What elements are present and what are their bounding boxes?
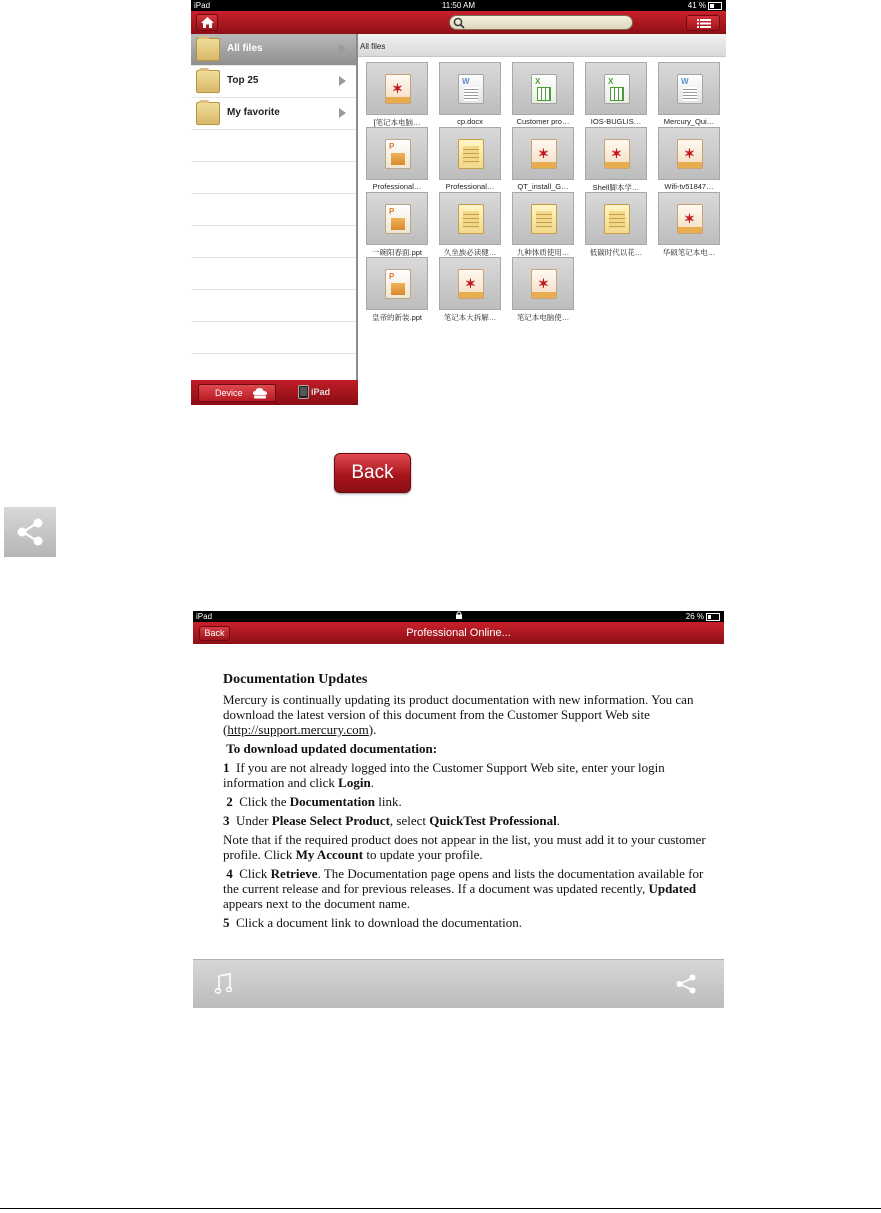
carrier-label: iPad — [196, 612, 213, 621]
step-text: . The Documentation page opens and lists the documentation available for the current release and for previous releases. If a document was updated recently, — [223, 866, 704, 896]
sidebar-item-all-files[interactable] — [191, 34, 356, 66]
sidebar — [191, 34, 358, 380]
note-text: to update your profile. — [363, 847, 483, 862]
back-button-label: Back — [351, 462, 394, 483]
file-name: Shell脚本学… — [592, 183, 640, 192]
step-text: Click a document link to download the documentation. — [236, 915, 522, 930]
step-bold: Updated — [648, 881, 697, 896]
doc-step-1 — [223, 760, 713, 790]
tab-ipad[interactable] — [298, 385, 330, 399]
list-view-button[interactable] — [686, 15, 720, 31]
file-tile[interactable] — [512, 257, 574, 323]
file-name: Professional… — [445, 182, 495, 191]
file-name: 一碗阳春面.ppt — [371, 248, 422, 257]
step-text: link. — [375, 794, 402, 809]
sidebar-empty-rows — [191, 130, 356, 386]
step-bold: QuickTest Professional — [429, 813, 557, 828]
file-thumbnail — [585, 192, 647, 245]
file-tile[interactable] — [512, 192, 574, 258]
pdf-file-icon: ✶ — [677, 204, 703, 234]
sidebar-empty-row — [191, 162, 356, 194]
step-text: , select — [389, 813, 430, 828]
file-thumbnail — [512, 257, 574, 310]
file-thumbnail — [512, 127, 574, 180]
file-tile[interactable] — [439, 257, 501, 323]
nav-back-label: Back — [204, 628, 225, 638]
pdf-file-icon: ✶ — [531, 269, 557, 299]
file-name: Customer pro… — [516, 117, 570, 126]
path-bar — [358, 34, 726, 57]
sidebar-empty-row — [191, 258, 356, 290]
step-bold: Login — [338, 775, 371, 790]
file-thumbnail — [439, 62, 501, 115]
doc-step-5 — [223, 915, 713, 930]
step-bold: Documentation — [289, 794, 376, 809]
battery-icon — [706, 613, 720, 621]
file-tile[interactable] — [366, 127, 428, 191]
doc-step-2 — [223, 794, 713, 809]
lock-icon — [193, 611, 724, 622]
search-input[interactable] — [449, 15, 633, 30]
note-file-icon — [458, 139, 484, 169]
source-tab-bar — [191, 380, 358, 405]
battery-icon — [708, 2, 722, 10]
document-title: Professional Online... — [406, 627, 511, 639]
file-name: 低碳时代以花… — [589, 248, 643, 257]
magnifier-icon — [453, 17, 465, 29]
cloud-drive-icon — [252, 387, 268, 399]
file-grid — [358, 57, 726, 405]
file-name: Wifi-tv51847… — [664, 182, 714, 191]
step-number: 2 — [226, 794, 233, 809]
step-number: 1 — [223, 760, 230, 775]
file-tile[interactable] — [439, 127, 501, 191]
step-number: 5 — [223, 915, 230, 930]
file-name: cp.docx — [457, 117, 483, 126]
doc-intro-end: ). — [368, 722, 377, 737]
file-thumbnail — [366, 192, 428, 245]
step-text: Click — [239, 866, 271, 881]
sidebar-item-label: My favorite — [227, 107, 280, 118]
file-thumbnail — [439, 192, 501, 245]
bottom-toolbar — [193, 959, 724, 1008]
note-file-icon — [531, 204, 557, 234]
file-tile[interactable] — [439, 192, 501, 258]
file-tile[interactable] — [585, 62, 647, 126]
sidebar-empty-row — [191, 322, 356, 354]
file-name: IOS-BUGLIS… — [590, 117, 642, 126]
tab-device-label: Device — [215, 388, 243, 398]
file-tile[interactable] — [585, 192, 647, 258]
path-label: All files — [360, 42, 386, 51]
step-text: . — [556, 813, 561, 828]
status-bar — [191, 0, 726, 11]
doc-step-3 — [223, 813, 713, 828]
doc-subheading-text: To download updated documentation: — [226, 741, 438, 756]
step-text: If you are not already logged into the Customer Support Web site, enter your login information and click — [223, 760, 665, 790]
file-name: 久坐族必读健… — [443, 248, 497, 257]
file-thumbnail — [439, 257, 501, 310]
top-nav-bar — [193, 622, 724, 644]
sidebar-item-label: Top 25 — [227, 75, 259, 86]
battery-percent: 41 % — [687, 1, 706, 10]
word-file-icon: W — [677, 74, 703, 104]
file-thumbnail — [658, 127, 720, 180]
file-name: 笔记本电脑使… — [516, 313, 570, 322]
doc-intro-text: Mercury is continually updating its product documentation with new information. You can download the latest version of this document from the Customer Support Web site ( — [223, 692, 694, 737]
document-viewer-screenshot — [193, 611, 724, 1008]
file-thumbnail — [585, 127, 647, 180]
file-tile[interactable] — [658, 62, 720, 126]
note-file-icon — [458, 204, 484, 234]
step-bold: Retrieve — [270, 866, 318, 881]
file-tile[interactable] — [512, 62, 574, 126]
ipad-icon — [298, 385, 309, 399]
file-thumbnail — [366, 62, 428, 115]
step-text: . — [370, 775, 374, 790]
excel-file-icon: X — [604, 74, 630, 104]
chevron-right-icon — [339, 76, 346, 86]
folder-icon — [196, 70, 220, 93]
file-tile[interactable] — [366, 257, 428, 323]
ppt-file-icon: P — [385, 269, 411, 299]
music-note-icon[interactable] — [215, 973, 235, 995]
file-thumbnail — [658, 192, 720, 245]
sidebar-empty-row — [191, 226, 356, 258]
file-tile[interactable] — [366, 192, 428, 258]
file-thumbnail — [658, 62, 720, 115]
file-name: Mercury_Qui… — [663, 117, 715, 126]
pdf-file-icon: ✶ — [531, 139, 557, 169]
file-name: 笔记本大拆解… — [443, 313, 497, 322]
file-name: [笔记本电脑… — [373, 118, 421, 127]
file-thumbnail — [585, 62, 647, 115]
file-thumbnail — [512, 62, 574, 115]
note-text: Note that if the required product does not appear in the list, you must add it to your customer profile. Click — [223, 832, 706, 862]
step-number: 4 — [226, 866, 233, 881]
share-button[interactable] — [4, 507, 56, 557]
folder-icon — [196, 102, 220, 125]
step-number: 3 — [223, 813, 230, 828]
pdf-file-icon: ✶ — [677, 139, 703, 169]
top-nav-bar — [191, 11, 726, 34]
battery-indicator — [686, 611, 720, 622]
list-icon — [697, 19, 711, 28]
ppt-file-icon: P — [385, 139, 411, 169]
file-tile[interactable] — [585, 127, 647, 193]
step-text: Under — [236, 813, 272, 828]
status-bar — [193, 611, 724, 622]
doc-heading: Documentation Updates — [223, 672, 368, 687]
support-link[interactable]: http://support.mercury.com — [227, 722, 369, 737]
file-thumbnail — [366, 127, 428, 180]
doc-note — [223, 832, 713, 862]
tab-ipad-label: iPad — [311, 387, 331, 397]
home-button[interactable] — [196, 14, 218, 31]
sidebar-empty-row — [191, 130, 356, 162]
doc-intro — [223, 692, 713, 737]
back-button[interactable] — [334, 453, 411, 493]
battery-percent: 26 % — [685, 612, 704, 621]
file-tile[interactable] — [658, 127, 720, 191]
pdf-file-icon: ✶ — [458, 269, 484, 299]
page-bottom-rule — [0, 1208, 881, 1209]
pdf-file-icon: ✶ — [604, 139, 630, 169]
file-tile[interactable] — [512, 127, 574, 191]
status-time: 11:50 AM — [441, 1, 476, 10]
battery-indicator — [688, 0, 722, 11]
chevron-right-icon — [339, 44, 346, 54]
carrier-label: iPad — [194, 1, 211, 10]
sidebar-item-label: All files — [227, 43, 263, 54]
sidebar-item-top-25[interactable] — [191, 66, 356, 98]
file-browser-screenshot — [191, 0, 726, 405]
doc-step-4 — [223, 866, 713, 911]
folder-icon — [196, 38, 220, 61]
note-bold: My Account — [295, 847, 364, 862]
chevron-right-icon — [339, 108, 346, 118]
step-text: Click the — [239, 794, 290, 809]
file-name: 九种体质使用… — [516, 248, 570, 257]
home-icon — [201, 17, 214, 28]
share-icon — [15, 517, 45, 547]
sidebar-item-my-favorite[interactable] — [191, 98, 356, 130]
sidebar-empty-row — [191, 194, 356, 226]
file-name: Professional… — [372, 182, 422, 191]
file-tile[interactable] — [439, 62, 501, 126]
file-name: QT_install_G… — [517, 182, 569, 191]
file-tile[interactable] — [658, 192, 720, 258]
file-thumbnail — [366, 257, 428, 310]
share-icon[interactable] — [675, 974, 697, 994]
step-bold: Please Select Product — [271, 813, 390, 828]
note-file-icon — [604, 204, 630, 234]
step-text: appears next to the document name. — [223, 896, 410, 911]
file-tile[interactable] — [366, 62, 428, 128]
sidebar-empty-row — [191, 290, 356, 322]
excel-file-icon: X — [531, 74, 557, 104]
file-name: 华硕笔记本电… — [662, 248, 716, 257]
document-content — [223, 672, 713, 930]
ppt-file-icon: P — [385, 204, 411, 234]
tab-device[interactable] — [198, 384, 276, 402]
file-name: 皇帝的新装.ppt — [371, 313, 422, 322]
pdf-file-icon: ✶ — [385, 74, 411, 104]
file-thumbnail — [439, 127, 501, 180]
doc-subheading — [223, 741, 713, 756]
file-thumbnail — [512, 192, 574, 245]
word-file-icon: W — [458, 74, 484, 104]
